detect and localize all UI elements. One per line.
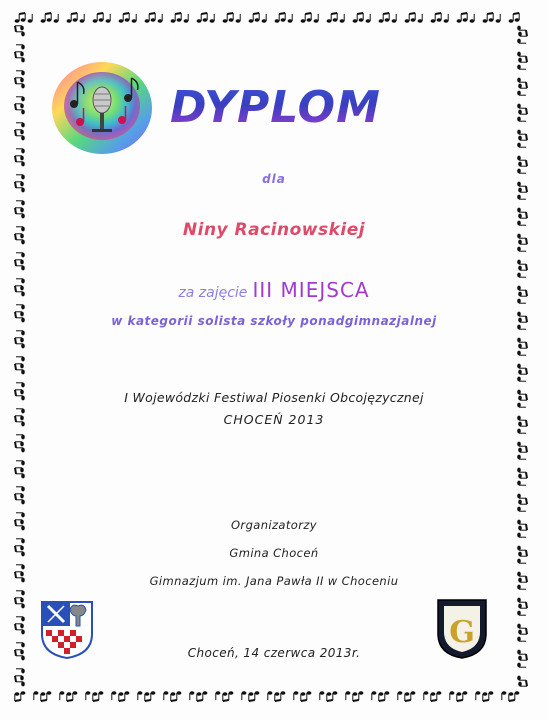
- border-note: [216, 691, 221, 700]
- border-note: [15, 130, 25, 141]
- border-note: [223, 691, 234, 701]
- border-note: [517, 364, 527, 375]
- border-note: [275, 691, 286, 701]
- festival-name: I Wojewódzki Festiwal Piosenki Obcojęzycznej: [124, 390, 424, 405]
- border-note: [483, 691, 494, 701]
- border-note: [418, 14, 423, 23]
- border-note: [132, 14, 137, 23]
- border-note: [223, 13, 234, 23]
- diploma-title: DYPLOM: [170, 78, 410, 138]
- border-note: [457, 691, 468, 701]
- border-note: [431, 13, 442, 23]
- border-note: [15, 338, 25, 349]
- border-note: [16, 71, 25, 76]
- border-note: [236, 14, 241, 23]
- border-note: [405, 13, 416, 23]
- svg-text:G: G: [449, 615, 475, 650]
- border-note: [15, 598, 25, 609]
- place-line: [0, 278, 548, 302]
- border-note: [15, 156, 25, 167]
- border-note: [379, 13, 390, 23]
- border-note: [16, 123, 25, 128]
- border-note: [476, 691, 481, 700]
- border-note: [93, 13, 104, 23]
- border-note: [15, 260, 25, 271]
- festival-logo-icon: [50, 58, 154, 158]
- border-note: [517, 273, 526, 278]
- border-note: [16, 201, 25, 206]
- border-note: [517, 468, 527, 479]
- border-note: [517, 143, 526, 148]
- border-note: [16, 253, 25, 258]
- gimnazjum-crest-icon: [436, 598, 488, 660]
- border-note: [517, 455, 526, 460]
- border-note: [517, 663, 526, 668]
- border-note: [54, 14, 59, 23]
- border-note: [15, 442, 25, 453]
- border-note: [517, 637, 526, 642]
- border-note: [517, 104, 527, 115]
- border-note: [41, 13, 52, 23]
- border-note: [517, 429, 526, 434]
- border-note: [16, 305, 25, 310]
- border-note: [502, 691, 507, 700]
- border-note: [145, 13, 156, 23]
- border-note: [242, 691, 247, 700]
- border-note: [16, 45, 25, 50]
- place-prefix: za zajęcie: [178, 285, 248, 301]
- border-note: [16, 669, 25, 674]
- border-note: [119, 13, 130, 23]
- border-note: [138, 691, 143, 700]
- border-note: [93, 691, 104, 701]
- border-note: [517, 624, 527, 635]
- border-note: [320, 691, 325, 700]
- border-note: [346, 691, 351, 700]
- border-note: [16, 487, 25, 492]
- border-note: [517, 611, 526, 616]
- border-note: [366, 14, 371, 23]
- border-note: [16, 357, 25, 362]
- border-note: [517, 65, 526, 70]
- border-note: [517, 208, 527, 219]
- border-note: [86, 691, 91, 700]
- border-note: [16, 383, 25, 388]
- border-note: [353, 691, 364, 701]
- border-note: [517, 52, 527, 63]
- border-note: [16, 97, 25, 102]
- border-note: [15, 78, 25, 89]
- border-note: [517, 156, 527, 167]
- border-note: [275, 13, 286, 23]
- border-note: [517, 533, 526, 538]
- border-note: [28, 14, 33, 23]
- organizer-item: Gimnazjum im. Jana Pawła II w Choceniu: [149, 574, 399, 588]
- border-note: [379, 691, 390, 701]
- border-note: [197, 691, 208, 701]
- border-note: [15, 26, 25, 37]
- border-note: [119, 691, 130, 701]
- border-note: [424, 691, 429, 700]
- border-note: [158, 14, 163, 23]
- place-and-date: Choceń, 14 czerwca 2013r.: [187, 646, 361, 660]
- border-note: [184, 14, 189, 23]
- festival-edition: CHOCEŃ 2013: [223, 412, 325, 427]
- category-line: w kategorii solista szkoły ponadgimnazjalnej: [111, 314, 437, 328]
- border-note: [15, 13, 26, 23]
- for-word: dla: [262, 172, 286, 186]
- border-note: [106, 14, 111, 23]
- border-note: [450, 691, 455, 700]
- border-note: [496, 14, 501, 23]
- border-note: [517, 130, 527, 141]
- border-note: [15, 208, 25, 219]
- border-note: [517, 117, 526, 122]
- border-note: [190, 691, 195, 700]
- border-note: [517, 676, 527, 687]
- border-note: [249, 13, 260, 23]
- border-note: [431, 691, 442, 701]
- border-note: [444, 14, 449, 23]
- border-note: [15, 52, 25, 63]
- border-note: [517, 78, 527, 89]
- border-note: [301, 13, 312, 23]
- border-note: [517, 377, 526, 382]
- border-note: [164, 691, 169, 700]
- border-note: [398, 691, 403, 700]
- gmina-crest-icon: [40, 600, 94, 660]
- border-note: [16, 513, 25, 518]
- border-note: [314, 14, 319, 23]
- border-note: [517, 39, 526, 44]
- border-note: [457, 13, 468, 23]
- border-note: [171, 13, 182, 23]
- border-note: [517, 26, 527, 37]
- border-note: [60, 691, 65, 700]
- border-note: [249, 691, 260, 701]
- border-note: [517, 351, 526, 356]
- border-note: [16, 149, 25, 154]
- border-note: [517, 507, 526, 512]
- border-note: [517, 195, 526, 200]
- border-note: [405, 691, 416, 701]
- border-note: [67, 13, 78, 23]
- border-note: [16, 331, 25, 336]
- border-note: [517, 338, 527, 349]
- border-note: [301, 691, 312, 701]
- border-note: [517, 247, 526, 252]
- border-note: [210, 14, 215, 23]
- border-note: [34, 691, 39, 700]
- border-note: [171, 691, 182, 701]
- border-note: [483, 13, 494, 23]
- border-note: [197, 13, 208, 23]
- border-note: [517, 442, 527, 453]
- place-rank: III MIEJSCA: [252, 278, 370, 302]
- border-note: [517, 481, 526, 486]
- border-note: [16, 435, 25, 440]
- border-note: [327, 691, 338, 701]
- border-note: [268, 691, 273, 700]
- recipient-name: Niny Racinowskiej: [182, 220, 366, 240]
- organizers-label: Organizatorzy: [230, 518, 317, 532]
- border-note: [41, 691, 52, 701]
- border-note: [67, 691, 78, 701]
- border-note: [470, 14, 475, 23]
- border-note: [340, 14, 345, 23]
- border-note: [16, 565, 25, 570]
- border-note: [288, 14, 293, 23]
- border-note: [15, 691, 26, 701]
- border-note: [15, 494, 25, 505]
- border-note: [16, 539, 25, 544]
- border-note: [353, 13, 364, 23]
- border-note: [16, 617, 25, 622]
- border-note: [517, 91, 526, 96]
- border-note: [15, 624, 25, 635]
- border-note: [294, 691, 299, 700]
- border-note: [80, 14, 85, 23]
- border-note: [517, 598, 527, 609]
- border-note: [509, 691, 520, 701]
- border-note: [15, 468, 25, 479]
- border-note: [16, 591, 25, 596]
- border-note: [112, 691, 117, 700]
- border-note: [509, 13, 520, 23]
- border-note: [517, 260, 527, 271]
- border-note: [262, 14, 267, 23]
- border-note: [15, 104, 25, 115]
- border-note: [145, 691, 156, 701]
- border-note: [517, 494, 527, 505]
- border-note: [327, 13, 338, 23]
- organizer-item: Gmina Choceń: [229, 546, 319, 560]
- border-note: [372, 691, 377, 700]
- border-note: [16, 461, 25, 466]
- border-note: [15, 364, 25, 375]
- border-note: [15, 676, 25, 687]
- border-note: [392, 14, 397, 23]
